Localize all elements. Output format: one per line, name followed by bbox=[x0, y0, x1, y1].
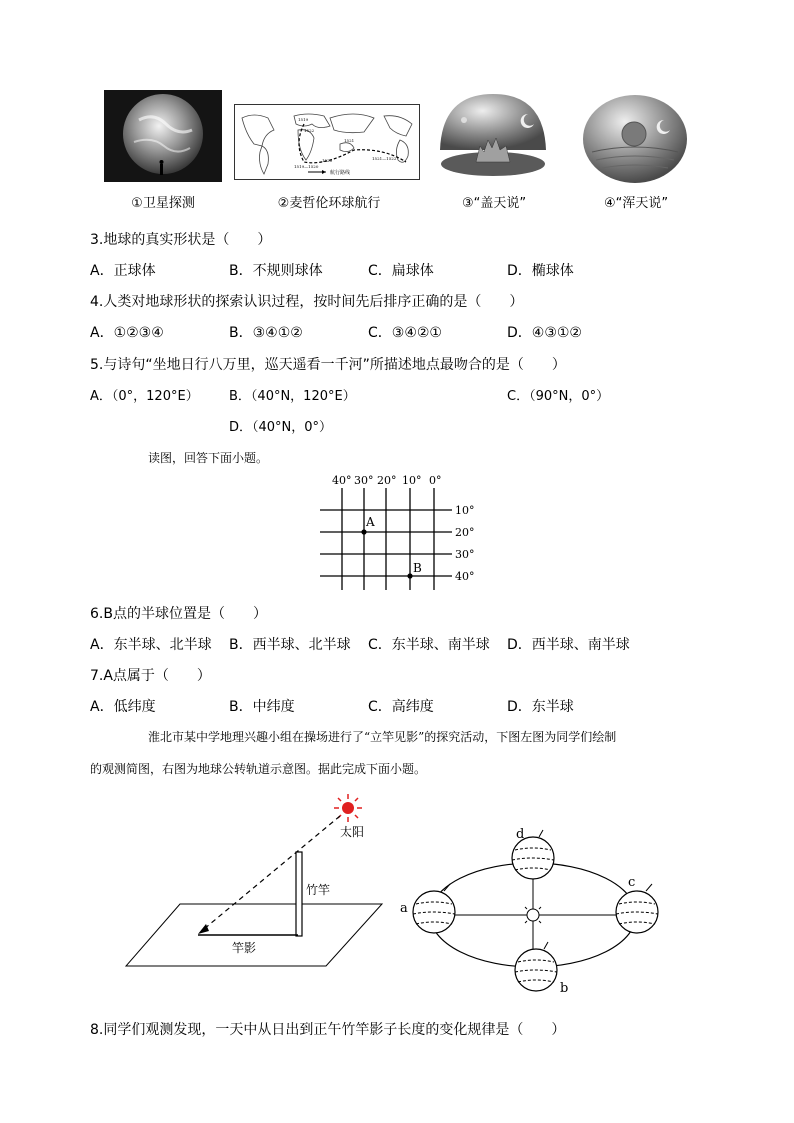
longitude-label: 10° bbox=[402, 474, 422, 487]
option-c[interactable]: C．高纬度 bbox=[368, 699, 434, 715]
point-a-label: A bbox=[366, 515, 375, 529]
map-year-label: 1521 bbox=[344, 138, 355, 143]
image-gaitian-model bbox=[434, 90, 552, 190]
option-a[interactable]: A．正球体 bbox=[90, 263, 156, 279]
option-c[interactable]: C．③④②① bbox=[368, 325, 442, 341]
option-b[interactable]: B．（40°N，120°E） bbox=[229, 389, 356, 404]
point-a-marker bbox=[361, 529, 366, 534]
question-4 bbox=[90, 291, 523, 311]
pole-label: 竹竿 bbox=[306, 883, 331, 897]
option-c[interactable]: C．（90°N，0°） bbox=[507, 389, 610, 404]
question-stem: 与诗句“坐地日行八万里，巡天遥看一千河”所描述地点最吻合的是（ ） bbox=[103, 357, 566, 373]
shadow-label: 竿影 bbox=[232, 941, 257, 955]
position-label-b: b bbox=[560, 981, 569, 996]
question-5 bbox=[90, 354, 566, 374]
option-b[interactable]: B．③④①② bbox=[229, 325, 303, 341]
bamboo-pole bbox=[296, 852, 302, 936]
question-stem: 人类对地球形状的探索认识过程，按时间先后排序正确的是（ ） bbox=[103, 294, 524, 310]
earth-position-a bbox=[400, 884, 455, 933]
sun-label: 太阳 bbox=[340, 825, 365, 839]
intro-shadow-line2: 的观测简图，右图为地球公转轨道示意图。据此完成下面小题。 bbox=[90, 762, 427, 776]
question-7 bbox=[90, 665, 211, 685]
map-year-label: 1519—1520 bbox=[294, 164, 319, 169]
question-6 bbox=[90, 603, 267, 623]
longitude-label: 0° bbox=[429, 474, 442, 487]
option-c[interactable]: C．扁球体 bbox=[368, 263, 434, 279]
map-year-label: 1521—1522 bbox=[372, 156, 397, 161]
question-stem: A点属于（ ） bbox=[103, 668, 211, 684]
latitude-label: 10° bbox=[455, 504, 475, 517]
latitude-label: 30° bbox=[455, 548, 475, 561]
longitude-label: 40° bbox=[332, 474, 352, 487]
longitude-label: 30° bbox=[354, 474, 374, 487]
question-stem: B点的半球位置是（ ） bbox=[103, 606, 267, 622]
pole-shadow-figure bbox=[120, 790, 390, 970]
map-year-label: 1519 bbox=[298, 117, 309, 122]
image-satellite-earth bbox=[104, 90, 222, 182]
option-d[interactable]: D．椭球体 bbox=[507, 263, 574, 279]
latitude-label: 20° bbox=[455, 526, 475, 539]
point-b-marker bbox=[407, 573, 412, 578]
caption-magellan: ②麦哲伦环球航行 bbox=[277, 196, 381, 211]
caption-satellite: ①卫星探测 bbox=[131, 196, 195, 211]
option-a[interactable]: A．①②③④ bbox=[90, 325, 164, 341]
option-a[interactable]: A．东半球、北半球 bbox=[90, 637, 212, 653]
question-stem: 同学们观测发现，一天中从日出到正午竹竿影子长度的变化规律是（ ） bbox=[103, 1022, 566, 1038]
map-year-label: 1520 bbox=[322, 158, 333, 163]
option-a[interactable]: A．低纬度 bbox=[90, 699, 156, 715]
lat-lon-grid-figure bbox=[316, 472, 486, 594]
option-c[interactable]: C．东半球、南半球 bbox=[368, 637, 490, 653]
option-b[interactable]: B．西半球、北半球 bbox=[229, 637, 351, 653]
option-b[interactable]: B．不规则球体 bbox=[229, 263, 323, 279]
question-number: 4. bbox=[90, 294, 104, 310]
option-d[interactable]: D．西半球、南半球 bbox=[507, 637, 630, 653]
option-b[interactable]: B．中纬度 bbox=[229, 699, 295, 715]
question-stem: 地球的真实形状是（ ） bbox=[103, 232, 272, 248]
earth-position-d bbox=[512, 827, 554, 879]
position-label-d: d bbox=[516, 827, 525, 842]
question-number: 5. bbox=[90, 357, 104, 373]
latitude-label: 40° bbox=[455, 570, 475, 583]
question-3 bbox=[90, 229, 271, 249]
question-number: 6. bbox=[90, 606, 104, 622]
question-number: 7. bbox=[90, 668, 104, 684]
intro-grid: 读图，回答下面小题。 bbox=[148, 451, 269, 465]
question-8 bbox=[90, 1019, 565, 1039]
intro-shadow-line1: 淮北市某中学地理兴趣小组在操场进行了“立竿见影”的探究活动，下图左图为同学们绘制 bbox=[148, 730, 617, 744]
map-year-label: 1522 bbox=[304, 128, 315, 133]
image-magellan-map bbox=[234, 104, 420, 180]
option-d[interactable]: D．（40°N，0°） bbox=[229, 420, 333, 435]
caption-gaitian: ③“盖天说” bbox=[461, 196, 527, 211]
position-label-a: a bbox=[400, 901, 408, 916]
earth-orbit-figure bbox=[398, 820, 678, 998]
image-huntian-model bbox=[580, 92, 690, 186]
longitude-label: 20° bbox=[377, 474, 397, 487]
question-number: 8. bbox=[90, 1022, 104, 1038]
option-d[interactable]: D．东半球 bbox=[507, 699, 574, 715]
earth-position-c bbox=[616, 875, 658, 933]
option-d[interactable]: D．④③①② bbox=[507, 325, 582, 341]
option-a[interactable]: A．（0°，120°E） bbox=[90, 389, 199, 404]
point-b-label: B bbox=[413, 561, 422, 575]
position-label-c: c bbox=[628, 875, 636, 890]
earth-position-b bbox=[515, 942, 568, 996]
map-legend-route: 航行路线 bbox=[330, 170, 351, 176]
question-number: 3. bbox=[90, 232, 104, 248]
caption-huntian: ④“浑天说” bbox=[603, 196, 669, 211]
